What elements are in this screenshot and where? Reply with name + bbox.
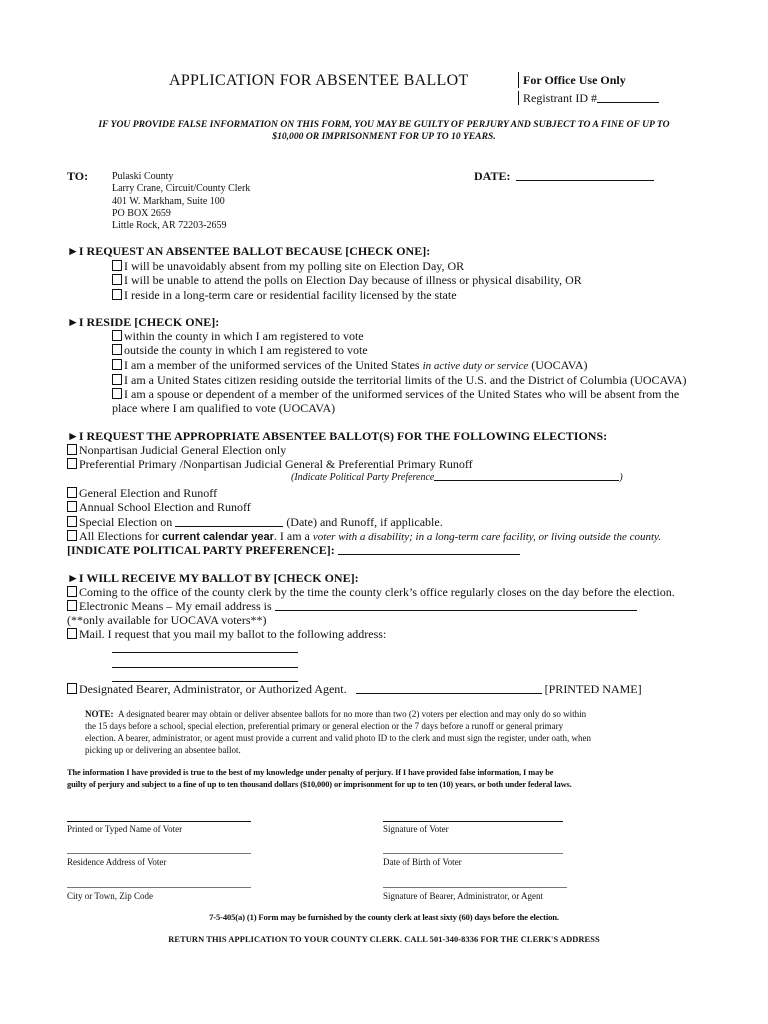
residence-line[interactable] — [67, 853, 251, 854]
address-line: PO BOX 2659 — [112, 207, 171, 219]
receive-heading: ►I WILL RECEIVE MY BALLOT BY [CHECK ONE]: — [67, 571, 359, 585]
checkbox[interactable] — [112, 274, 122, 285]
checkbox[interactable] — [112, 359, 122, 370]
receive-option-mail[interactable]: Mail. I request that you mail my ballot to the following address: — [67, 627, 675, 641]
bearer-name-input[interactable] — [356, 693, 542, 694]
reside-heading: ►I RESIDE [CHECK ONE]: — [67, 315, 220, 329]
checkbox[interactable] — [67, 487, 77, 498]
elections-options-a — [67, 443, 473, 472]
bearer-note: NOTE: A designated bearer may obtain or deliver absentee ballots for no more than two (2) voters per election and may only do so within the 15 days before a school, special election, preferential primary or general election or the 7 days before a runoff or general primary election. A bearer, administrator, or agent must provide a current and valid photo ID to the clerk and must sign the register, under oath, when picking up or delivering an absentee ballot. — [85, 709, 592, 755]
city-line[interactable] — [67, 887, 251, 888]
office-use-label: For Office Use Only — [523, 73, 626, 87]
dob-label: Date of Birth of Voter — [383, 857, 462, 867]
return-instructions: RETURN THIS APPLICATION TO YOUR COUNTY CLERK. CALL 501-340-8336 FOR THE CLERK'S ADDRESS — [168, 935, 600, 944]
checkbox[interactable] — [112, 260, 122, 271]
receive-option-electronic[interactable]: Electronic Means – My email address is — [67, 599, 675, 613]
reason-option[interactable]: I will be unavoidably absent from my polling site on Election Day, OR — [112, 259, 582, 273]
city-label: City or Town, Zip Code — [67, 891, 153, 901]
reside-option-citizen-abroad[interactable]: I am a United States citizen residing outside the territorial limits of the U.S. and the District of Columbia (UOCAVA) — [112, 373, 686, 387]
electronic-note: (**only available for UOCAVA voters**) — [67, 613, 267, 627]
reside-option-uniformed[interactable]: I am a member of the uniformed services of the United States in active duty or service (UOCAVA) — [112, 358, 686, 373]
receive-options — [67, 585, 675, 641]
mail-address-line-2[interactable] — [112, 667, 298, 668]
printed-name-line[interactable] — [67, 821, 251, 822]
reason-options — [112, 259, 582, 302]
reside-option-spouse-cont: place where I am qualified to vote (UOCAVA) — [112, 401, 336, 415]
perjury-attestation: The information I have provided is true to the best of my knowledge under penalty of perjury. If I have provided false information, I may be guilty of perjury and subject to a fine of up to ten thousand dollars ($10,000) or imprisonment for up to ten (10) years, or both under federal laws. — [67, 768, 572, 789]
checkbox[interactable] — [67, 586, 77, 597]
checkbox[interactable] — [67, 683, 77, 694]
bearer-signature-label: Signature of Bearer, Administrator, or Agent — [383, 891, 543, 901]
election-option-general[interactable]: General Election and Runoff — [67, 486, 661, 500]
reason-heading: ►I REQUEST AN ABSENTEE BALLOT BECAUSE [CHECK ONE]: — [67, 244, 431, 258]
printed-name-label: Printed or Typed Name of Voter — [67, 824, 183, 834]
office-use-box — [518, 72, 626, 88]
address-line: Little Rock, AR 72203-2659 — [112, 220, 227, 232]
address-line: 401 W. Markham, Suite 100 — [112, 195, 225, 207]
checkbox[interactable] — [67, 628, 77, 639]
reside-options — [112, 329, 686, 401]
checkbox[interactable] — [112, 374, 122, 385]
checkbox[interactable] — [112, 330, 122, 341]
checkbox[interactable] — [67, 501, 77, 512]
voter-signature-line[interactable] — [383, 821, 563, 822]
checkbox[interactable] — [112, 289, 122, 300]
checkbox[interactable] — [67, 516, 77, 527]
reside-option-within[interactable]: within the county in which I am registered to vote — [112, 329, 686, 343]
checkbox[interactable] — [67, 600, 77, 611]
checkbox[interactable] — [112, 344, 122, 355]
mail-address-line-1[interactable] — [112, 652, 298, 653]
checkbox[interactable] — [67, 458, 77, 469]
elections-heading: ►I REQUEST THE APPROPRIATE ABSENTEE BALLOT(S) FOR THE FOLLOWING ELECTIONS: — [67, 429, 608, 443]
checkbox[interactable] — [67, 530, 77, 541]
election-option-primary[interactable]: Preferential Primary /Nonpartisan Judicial General & Preferential Primary Runoff — [67, 457, 473, 471]
statute-note: 7-5-405(a) (1) Form may be furnished by the county clerk at least sixty (60) days before the election. — [209, 912, 559, 922]
election-option-all[interactable]: All Elections for current calendar year. I am a voter with a disability; in a long-term care facility, or living outside the county. — [67, 529, 661, 544]
form-title: APPLICATION FOR ABSENTEE BALLOT — [169, 72, 469, 89]
election-option-special[interactable]: Special Election on (Date) and Runoff, if applicable. — [67, 515, 661, 529]
election-option-judicial[interactable]: Nonpartisan Judicial General Election only — [67, 443, 473, 457]
date-label: DATE: — [474, 169, 511, 183]
receive-option-bearer[interactable]: Designated Bearer, Administrator, or Authorized Agent. [PRINTED NAME] — [67, 682, 642, 697]
clerk-address — [112, 171, 250, 232]
email-input[interactable] — [275, 610, 637, 611]
elections-options-b — [67, 486, 661, 544]
residence-label: Residence Address of Voter — [67, 857, 167, 867]
checkbox[interactable] — [67, 444, 77, 455]
reason-option[interactable]: I will be unable to attend the polls on Election Day because of illness or physical disability, OR — [112, 273, 582, 287]
warning-line-2: $10,000 OR IMPRISONMENT FOR UP TO 10 YEARS. — [272, 131, 496, 142]
address-line: Pulaski County — [112, 171, 174, 182]
registrant-id-field[interactable] — [518, 91, 659, 105]
perjury-warning — [0, 119, 768, 143]
checkbox[interactable] — [112, 388, 122, 399]
reside-option-outside[interactable]: outside the county in which I am registered to vote — [112, 343, 686, 357]
address-line: Larry Crane, Circuit/County Clerk — [112, 183, 251, 195]
bearer-signature-line[interactable] — [383, 887, 567, 888]
dob-line[interactable] — [383, 853, 563, 854]
party-preference-note[interactable]: (Indicate Political Party Preference ) — [291, 472, 623, 483]
reason-option[interactable]: I reside in a long-term care or residential facility licensed by the state — [112, 288, 582, 302]
receive-option-in-person[interactable]: Coming to the office of the county clerk by the time the county clerk’s office regularly closes on the day before the election. — [67, 585, 675, 599]
to-label: TO: — [67, 169, 89, 183]
reside-option-spouse[interactable]: I am a spouse or dependent of a member of the uniformed services of the United States who will be absent from the — [112, 387, 686, 401]
date-field[interactable] — [474, 169, 654, 184]
party-preference-field[interactable]: [INDICATE POLITICAL PARTY PREFERENCE]: — [67, 543, 520, 558]
note-label: NOTE: — [85, 709, 114, 719]
election-option-school[interactable]: Annual School Election and Runoff — [67, 500, 661, 514]
warning-line-1: IF YOU PROVIDE FALSE INFORMATION ON THIS FORM, YOU MAY BE GUILTY OF PERJURY AND SUBJECT TO A FINE OF UP TO — [98, 119, 670, 130]
registrant-id-label: Registrant ID # — [523, 91, 597, 105]
voter-signature-label: Signature of Voter — [383, 824, 449, 834]
